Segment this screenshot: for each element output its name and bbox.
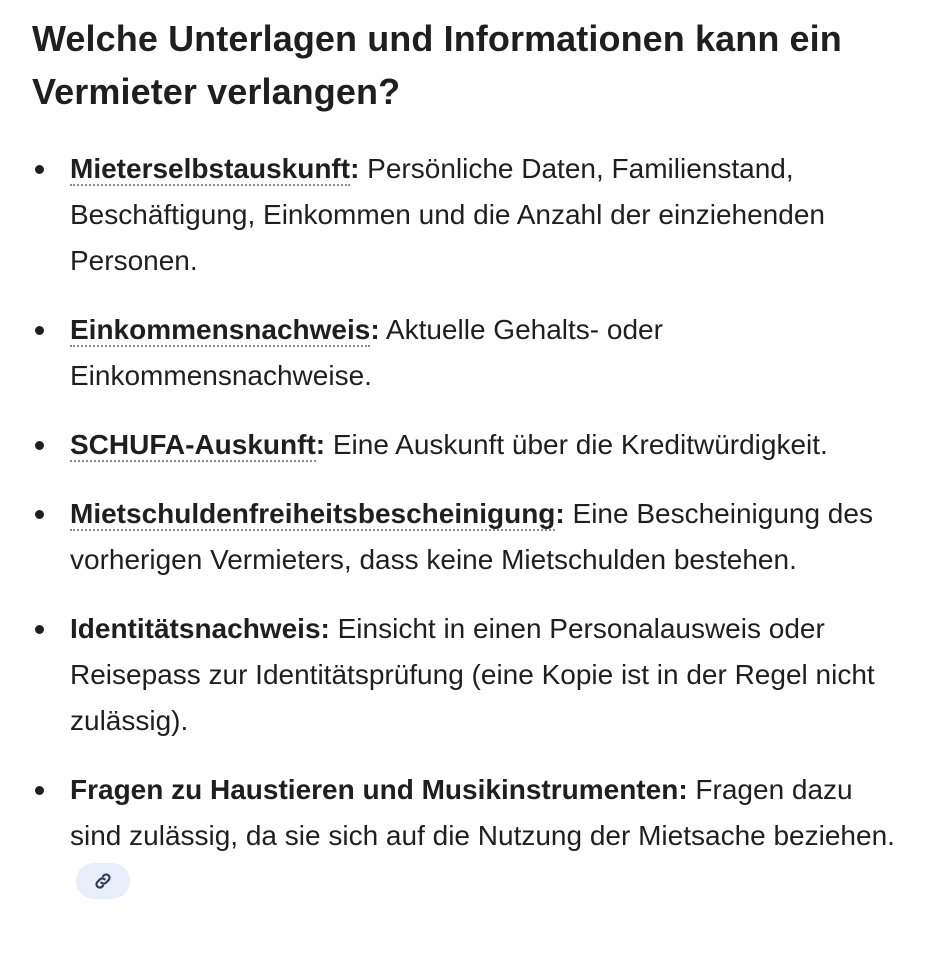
bullet-icon <box>35 165 44 174</box>
term-schufa-auskunft[interactable]: SCHUFA-Auskunft <box>70 429 316 460</box>
list-item <box>32 606 911 744</box>
list-item <box>32 307 911 399</box>
term-einkommensnachweis[interactable]: Einkommensnachweis <box>70 314 371 345</box>
term-colon: : <box>555 498 565 529</box>
item-description: Fragen dazu sind zulässig, da sie sich auf die Nutzung der Mietsache beziehen. <box>70 774 895 851</box>
term-colon: : <box>350 153 360 184</box>
bullet-icon <box>35 786 44 795</box>
item-description: Aktuelle Gehalts- oder Einkommensnachweise. <box>70 314 663 391</box>
term-mietschuldenfreiheitsbescheinigung[interactable]: Mietschuldenfreiheitsbescheinigung <box>70 498 556 529</box>
item-description: Eine Auskunft über die Kreditwürdigkeit. <box>325 429 828 460</box>
list-item <box>32 422 911 468</box>
bullet-icon <box>35 510 44 519</box>
requirements-list <box>32 146 911 905</box>
source-link-button[interactable] <box>76 863 130 899</box>
item-description: Persönliche Daten, Familienstand, Beschäftigung, Einkommen und die Anzahl der einziehenden Personen. <box>70 153 825 276</box>
link-icon <box>93 871 113 891</box>
term-colon: : <box>320 613 330 644</box>
item-description: Einsicht in einen Personalausweis oder Reisepass zur Identitätsprüfung (eine Kopie ist in der Regel nicht zulässig). <box>70 613 875 736</box>
term-mieterselbstauskunft[interactable]: Mieterselbstauskunft <box>70 153 351 184</box>
term-identitaetsnachweis: Identitätsnachweis <box>70 613 321 644</box>
bullet-icon <box>35 625 44 634</box>
list-item <box>32 767 911 905</box>
term-haustiere-musikinstrumente: Fragen zu Haustieren und Musikinstrumenten <box>70 774 679 805</box>
item-description: Eine Bescheinigung des vorherigen Vermieters, dass keine Mietschulden bestehen. <box>70 498 873 575</box>
term-colon: : <box>315 429 326 460</box>
term-colon: : <box>370 314 380 345</box>
list-item <box>32 491 911 583</box>
term-colon: : <box>678 774 688 805</box>
bullet-icon <box>35 441 44 450</box>
bullet-icon <box>35 326 44 335</box>
list-item <box>32 146 911 284</box>
section-heading: Welche Unterlagen und Informationen kann ein Vermieter verlangen? <box>32 18 842 112</box>
